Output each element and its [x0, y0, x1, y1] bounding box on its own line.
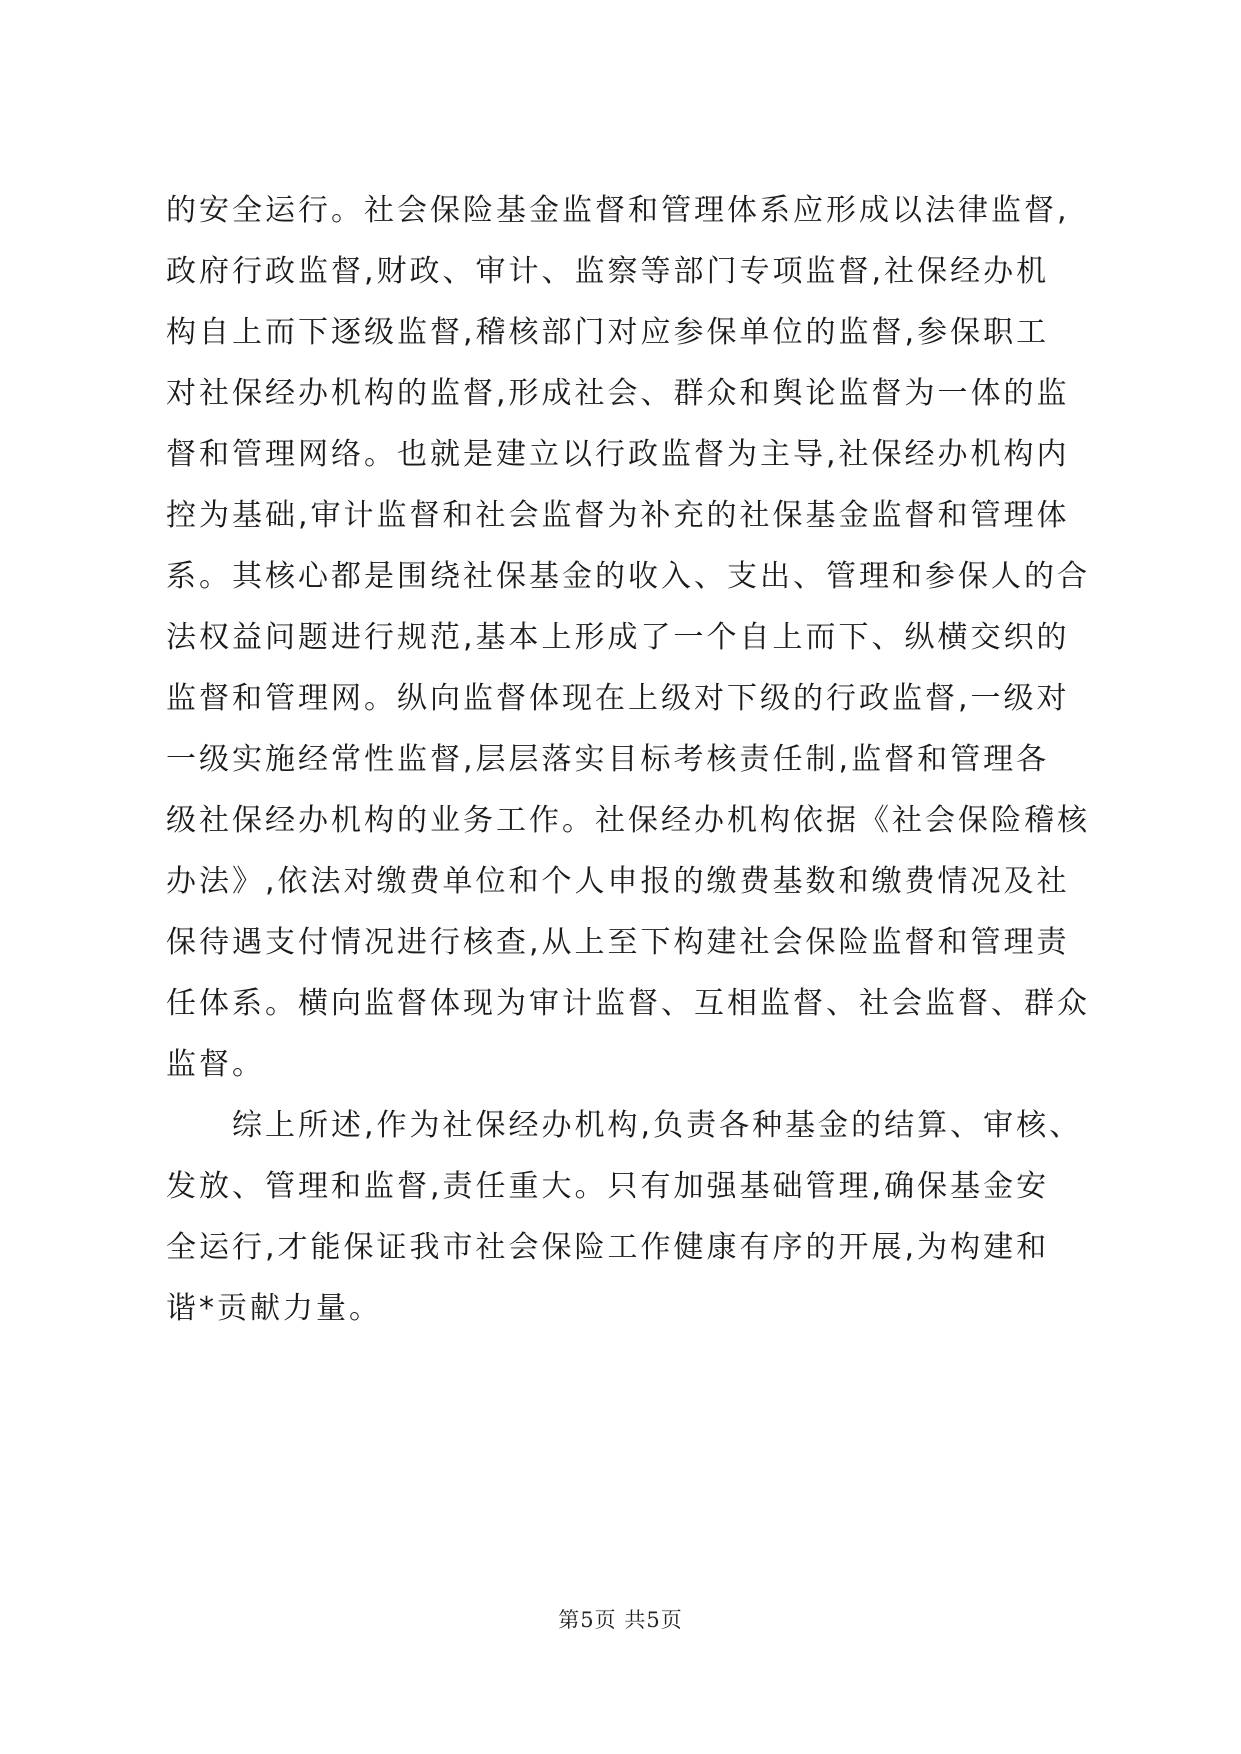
page-number: 第5页 共5页: [558, 1608, 683, 1632]
page-footer: [0, 1604, 1241, 1634]
text-line: 监督和管理网。纵向监督体现在上级对下级的行政监督,一级对: [166, 681, 1070, 716]
text-line: 级社保经办机构的业务工作。社保经办机构依据《社会保险稽核: [166, 803, 1090, 838]
paragraph-first-line: 综上所述,作为社保经办机构,负责各种基金的结算、审核、: [232, 1108, 1083, 1143]
text-line: 构自上而下逐级监督,稽核部门对应参保单位的监督,参保职工: [166, 315, 1050, 350]
text-line: 保待遇支付情况进行核查,从上至下构建社会保险监督和管理责: [166, 925, 1070, 960]
text-line: 政府行政监督,财政、审计、监察等部门专项监督,社保经办机: [166, 254, 1050, 289]
text-line: 办法》,依法对缴费单位和个人申报的缴费基数和缴费情况及社: [166, 864, 1070, 899]
text-line: 发放、管理和监督,责任重大。只有加强基础管理,确保基金安: [166, 1169, 1050, 1204]
text-line: 一级实施经常性监督,层层落实目标考核责任制,监督和管理各: [166, 742, 1050, 777]
text-line: 全运行,才能保证我市社会保险工作健康有序的开展,为构建和: [166, 1230, 1050, 1265]
text-line: 系。其核心都是围绕社保基金的收入、支出、管理和参保人的合: [166, 559, 1090, 594]
body-text: [166, 180, 1090, 1339]
text-line: 对社保经办机构的监督,形成社会、群众和舆论监督为一体的监: [166, 376, 1070, 411]
text-line: 任体系。横向监督体现为审计监督、互相监督、社会监督、群众: [166, 986, 1090, 1021]
text-line: 督和管理网络。也就是建立以行政监督为主导,社保经办机构内: [166, 437, 1070, 472]
text-line: 法权益问题进行规范,基本上形成了一个自上而下、纵横交织的: [166, 620, 1070, 655]
text-line: 监督。: [166, 1047, 265, 1082]
text-line: 控为基础,审计监督和社会监督为补充的社保基金监督和管理体: [166, 498, 1070, 533]
text-line: 的安全运行。社会保险基金监督和管理体系应形成以法律监督,: [166, 193, 1070, 228]
text-line: 谐*贡献力量。: [166, 1291, 382, 1326]
